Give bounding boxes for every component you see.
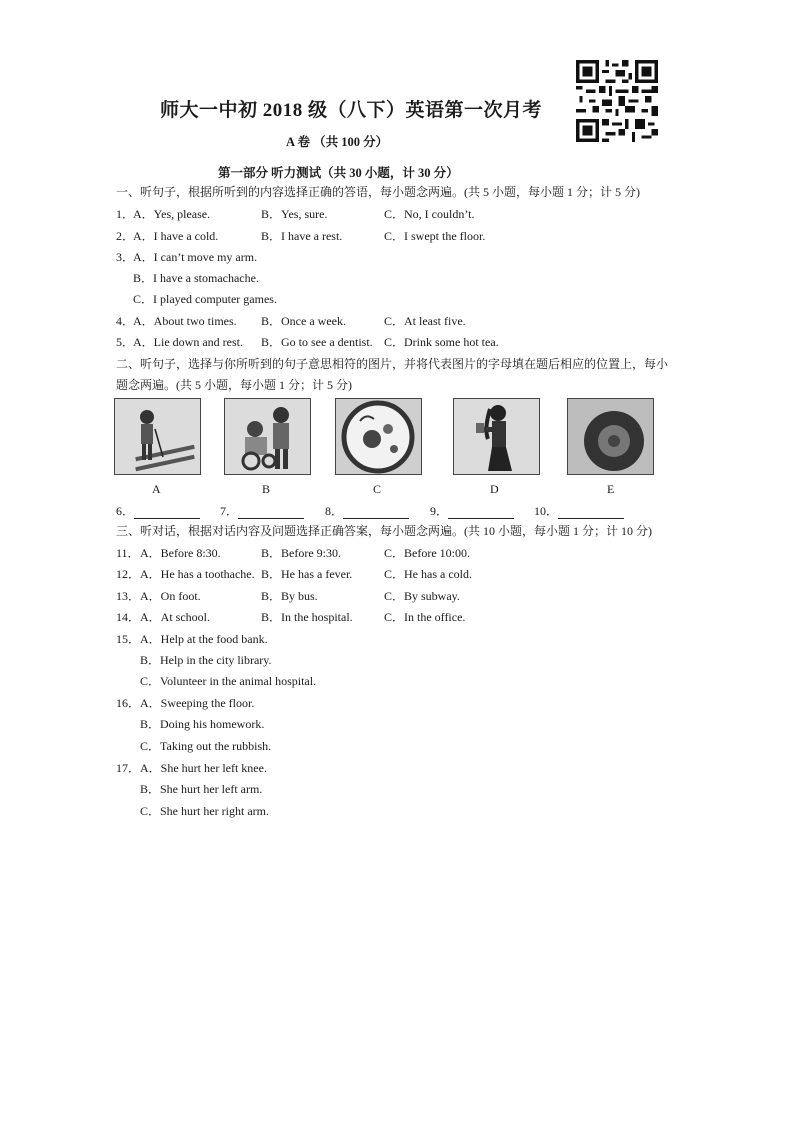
question-number: 11． [116,546,140,560]
option-a: A．I have a cold. [133,229,219,243]
picture-label-e: E [607,482,615,496]
option-c: C．I played computer games. [133,292,277,306]
option-b: B．Yes, sure. [261,207,328,221]
page-subtitle: A 卷 （共 100 分） [286,135,389,149]
question-row [116,335,716,349]
picture-label-b: B [262,482,271,496]
section-1-instruction: 一、听句子，根据所听到的内容选择正确的答语，每小题念两遍。(共 5 小题，每小题 1 分；计 5 分) [116,185,640,199]
question-number: 15． [116,632,141,646]
question-number: 17． [116,761,141,775]
picture-a [114,398,201,475]
option-b: B．She hurt her left arm. [140,782,263,796]
question-number: 9． [430,504,449,518]
picture-label-d: D [490,482,499,496]
option-a: A．I can’t move my arm. [133,250,258,264]
question-row [116,567,716,581]
option-b: B．Before 9:30. [261,546,341,560]
question-number: 3． [116,250,135,264]
option-b: B．Doing his homework. [140,717,265,731]
question-number: 8． [325,504,344,518]
picture-c [335,398,422,475]
answer-blank-6[interactable] [116,502,200,519]
picture-label-c: C [373,482,382,496]
question-row [116,761,716,775]
option-b: B．Help in the city library. [140,653,272,667]
question-number: 6． [116,504,135,518]
answer-blank-9[interactable] [430,502,514,519]
question-number: 13． [116,589,141,603]
option-a: A．On foot. [140,589,201,603]
question-number: 16． [116,696,141,710]
option-b: B．Go to see a dentist. [261,335,373,349]
picture-d [453,398,540,475]
question-row [116,229,716,243]
section-2-instruction-cont: 题念两遍。(共 5 小题，每小题 1 分；计 5 分) [116,378,352,392]
option-c: C．Volunteer in the animal hospital. [140,674,317,688]
qr-code-icon [576,60,658,142]
question-row [116,610,716,624]
section-2-instruction: 二、听句子，选择与你所听到的句子意思相符的图片，并将代表图片的字母填在题后相应的位置上，每小 [116,357,669,371]
question-number: 14． [116,610,141,624]
option-a: A．He has a toothache. [140,567,255,581]
option-c: C．Before 10:00. [384,546,470,560]
page-title: 师大一中初 2018 级（八下）英语第一次月考 [160,100,543,121]
question-row [116,632,716,646]
option-b: B．By bus. [261,589,318,603]
option-c: C．Drink some hot tea. [384,335,499,349]
option-b: B．I have a rest. [261,229,343,243]
question-row [116,589,716,603]
option-a: A．She hurt her left knee. [140,761,267,775]
question-row [116,250,716,264]
option-b: B．Once a week. [261,314,346,328]
option-b: B．I have a stomachache. [133,271,259,285]
answer-blank-8[interactable] [325,502,409,519]
option-a: A．Lie down and rest. [133,335,243,349]
option-a: A．Help at the food bank. [140,632,268,646]
question-row [116,314,716,328]
part-heading: 第一部分 听力测试（共 30 小题，计 30 分） [218,166,459,180]
question-row [116,207,716,221]
picture-e [567,398,654,475]
option-b: B．In the hospital. [261,610,353,624]
question-row [116,696,716,710]
picture-label-a: A [152,482,161,496]
option-a: A．Yes, please. [133,207,211,221]
option-a: A．At school. [140,610,210,624]
option-b: B．He has a fever. [261,567,353,581]
question-number: 5． [116,335,135,349]
option-c: C．I swept the floor. [384,229,486,243]
option-c: C．He has a cold. [384,567,472,581]
option-c: C．Taking out the rubbish. [140,739,272,753]
question-number: 4． [116,314,135,328]
question-number: 2． [116,229,135,243]
picture-b [224,398,311,475]
option-c: C．At least five. [384,314,466,328]
answer-blank-10[interactable] [534,502,624,519]
option-c: C．In the office. [384,610,466,624]
option-a: A．About two times. [133,314,237,328]
option-c: C．By subway. [384,589,460,603]
question-number: 12． [116,567,141,581]
question-row [116,546,716,560]
question-number: 10． [534,504,559,518]
option-a: A．Before 8:30. [140,546,221,560]
option-c: C．She hurt her right arm. [140,804,269,818]
question-number: 1． [116,207,135,221]
option-a: A．Sweeping the floor. [140,696,255,710]
option-c: C．No, I couldn’t. [384,207,475,221]
question-number: 7． [220,504,239,518]
section-3-instruction: 三、听对话，根据对话内容及问题选择正确答案，每小题念两遍。(共 10 小题，每小题 1 分；计 10 分) [116,524,652,538]
answer-blank-7[interactable] [220,502,304,519]
